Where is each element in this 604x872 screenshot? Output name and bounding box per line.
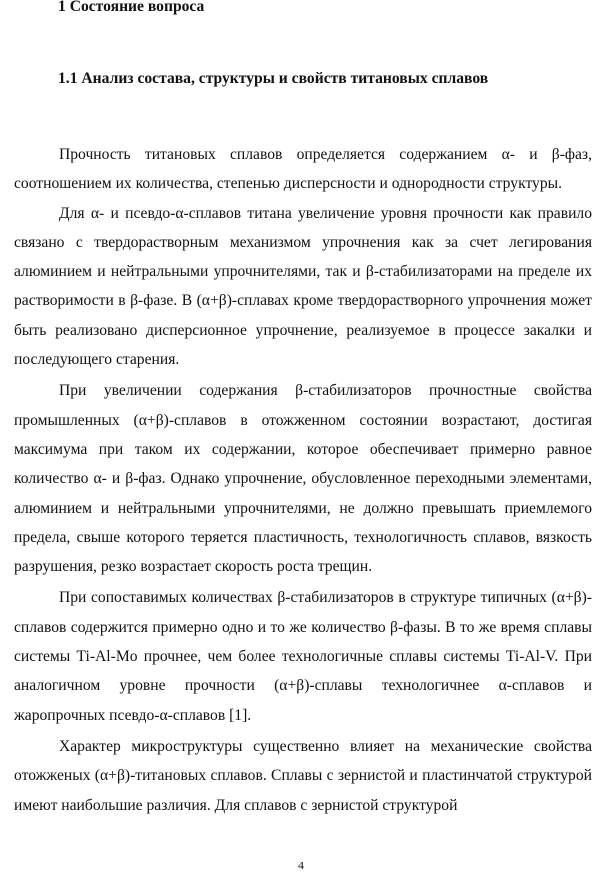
paragraph: При увеличении содержания β-стабилизаторов прочностные свойства промышленных (α+β)-сплавов в отожженном состоянии возрастают, достигая максимума при таком их содержании, которое обеспечивает примерно равное количество α- и β-фаз. Однако упрочнение, обусловленное переходными элементами, алюминием и нейтральными упрочнителями, не должно превышать приемлемого предела, свыше которого теряется пластичность, технологичность сплавов, вязкость разрушения, резко возрастает скорость роста трещин. [14,382,592,576]
paragraph: Характер микроструктуры существенно влияет на механические свойства отожженых (α+β)-титановых сплавов. Сплавы с зернистой и пластинчатой структурой имеют наибольшие различия. Для сплавов с зернистой структурой [14,737,592,814]
paragraph: При сопоставимых количествах β-стабилизаторов в структуре типичных (α+β)-сплавов содержится примерно одно и то же количество β-фазы. В то же время сплавы системы Ti-Al-Mo прочнее, чем более технологичные сплавы системы Ti-Al-V. При аналогичном уровне прочности (α+β)-сплавы технологичнее α-сплавов и жаропрочных псевдо-α-сплавов [1]. [14,589,592,724]
chapter-heading: 1 Состояние вопроса [58,0,205,15]
paragraph: Для α- и псевдо-α-сплавов титана увеличение уровня прочности как правило связано с твердорастворным механизмом упрочнения как за счет легирования алюминием и нейтральными упрочнителями, так и β-стабилизаторами на пределе их растворимости в β-фазе. В (α+β)-сплавах кроме твердорастворного упрочнения может быть реализовано дисперсионное упрочнение, реализуемое в процессе закалки и последующего старения. [14,204,592,369]
section-heading: 1.1 Анализ состава, структуры и свойств титановых сплавов [58,70,489,87]
paragraph: Прочность титановых сплавов определяется содержанием α- и β-фаз, соотношением их количества, степенью дисперсности и однородности структуры. [14,146,592,193]
page-number: 4 [298,862,304,870]
body-text [14,140,592,820]
